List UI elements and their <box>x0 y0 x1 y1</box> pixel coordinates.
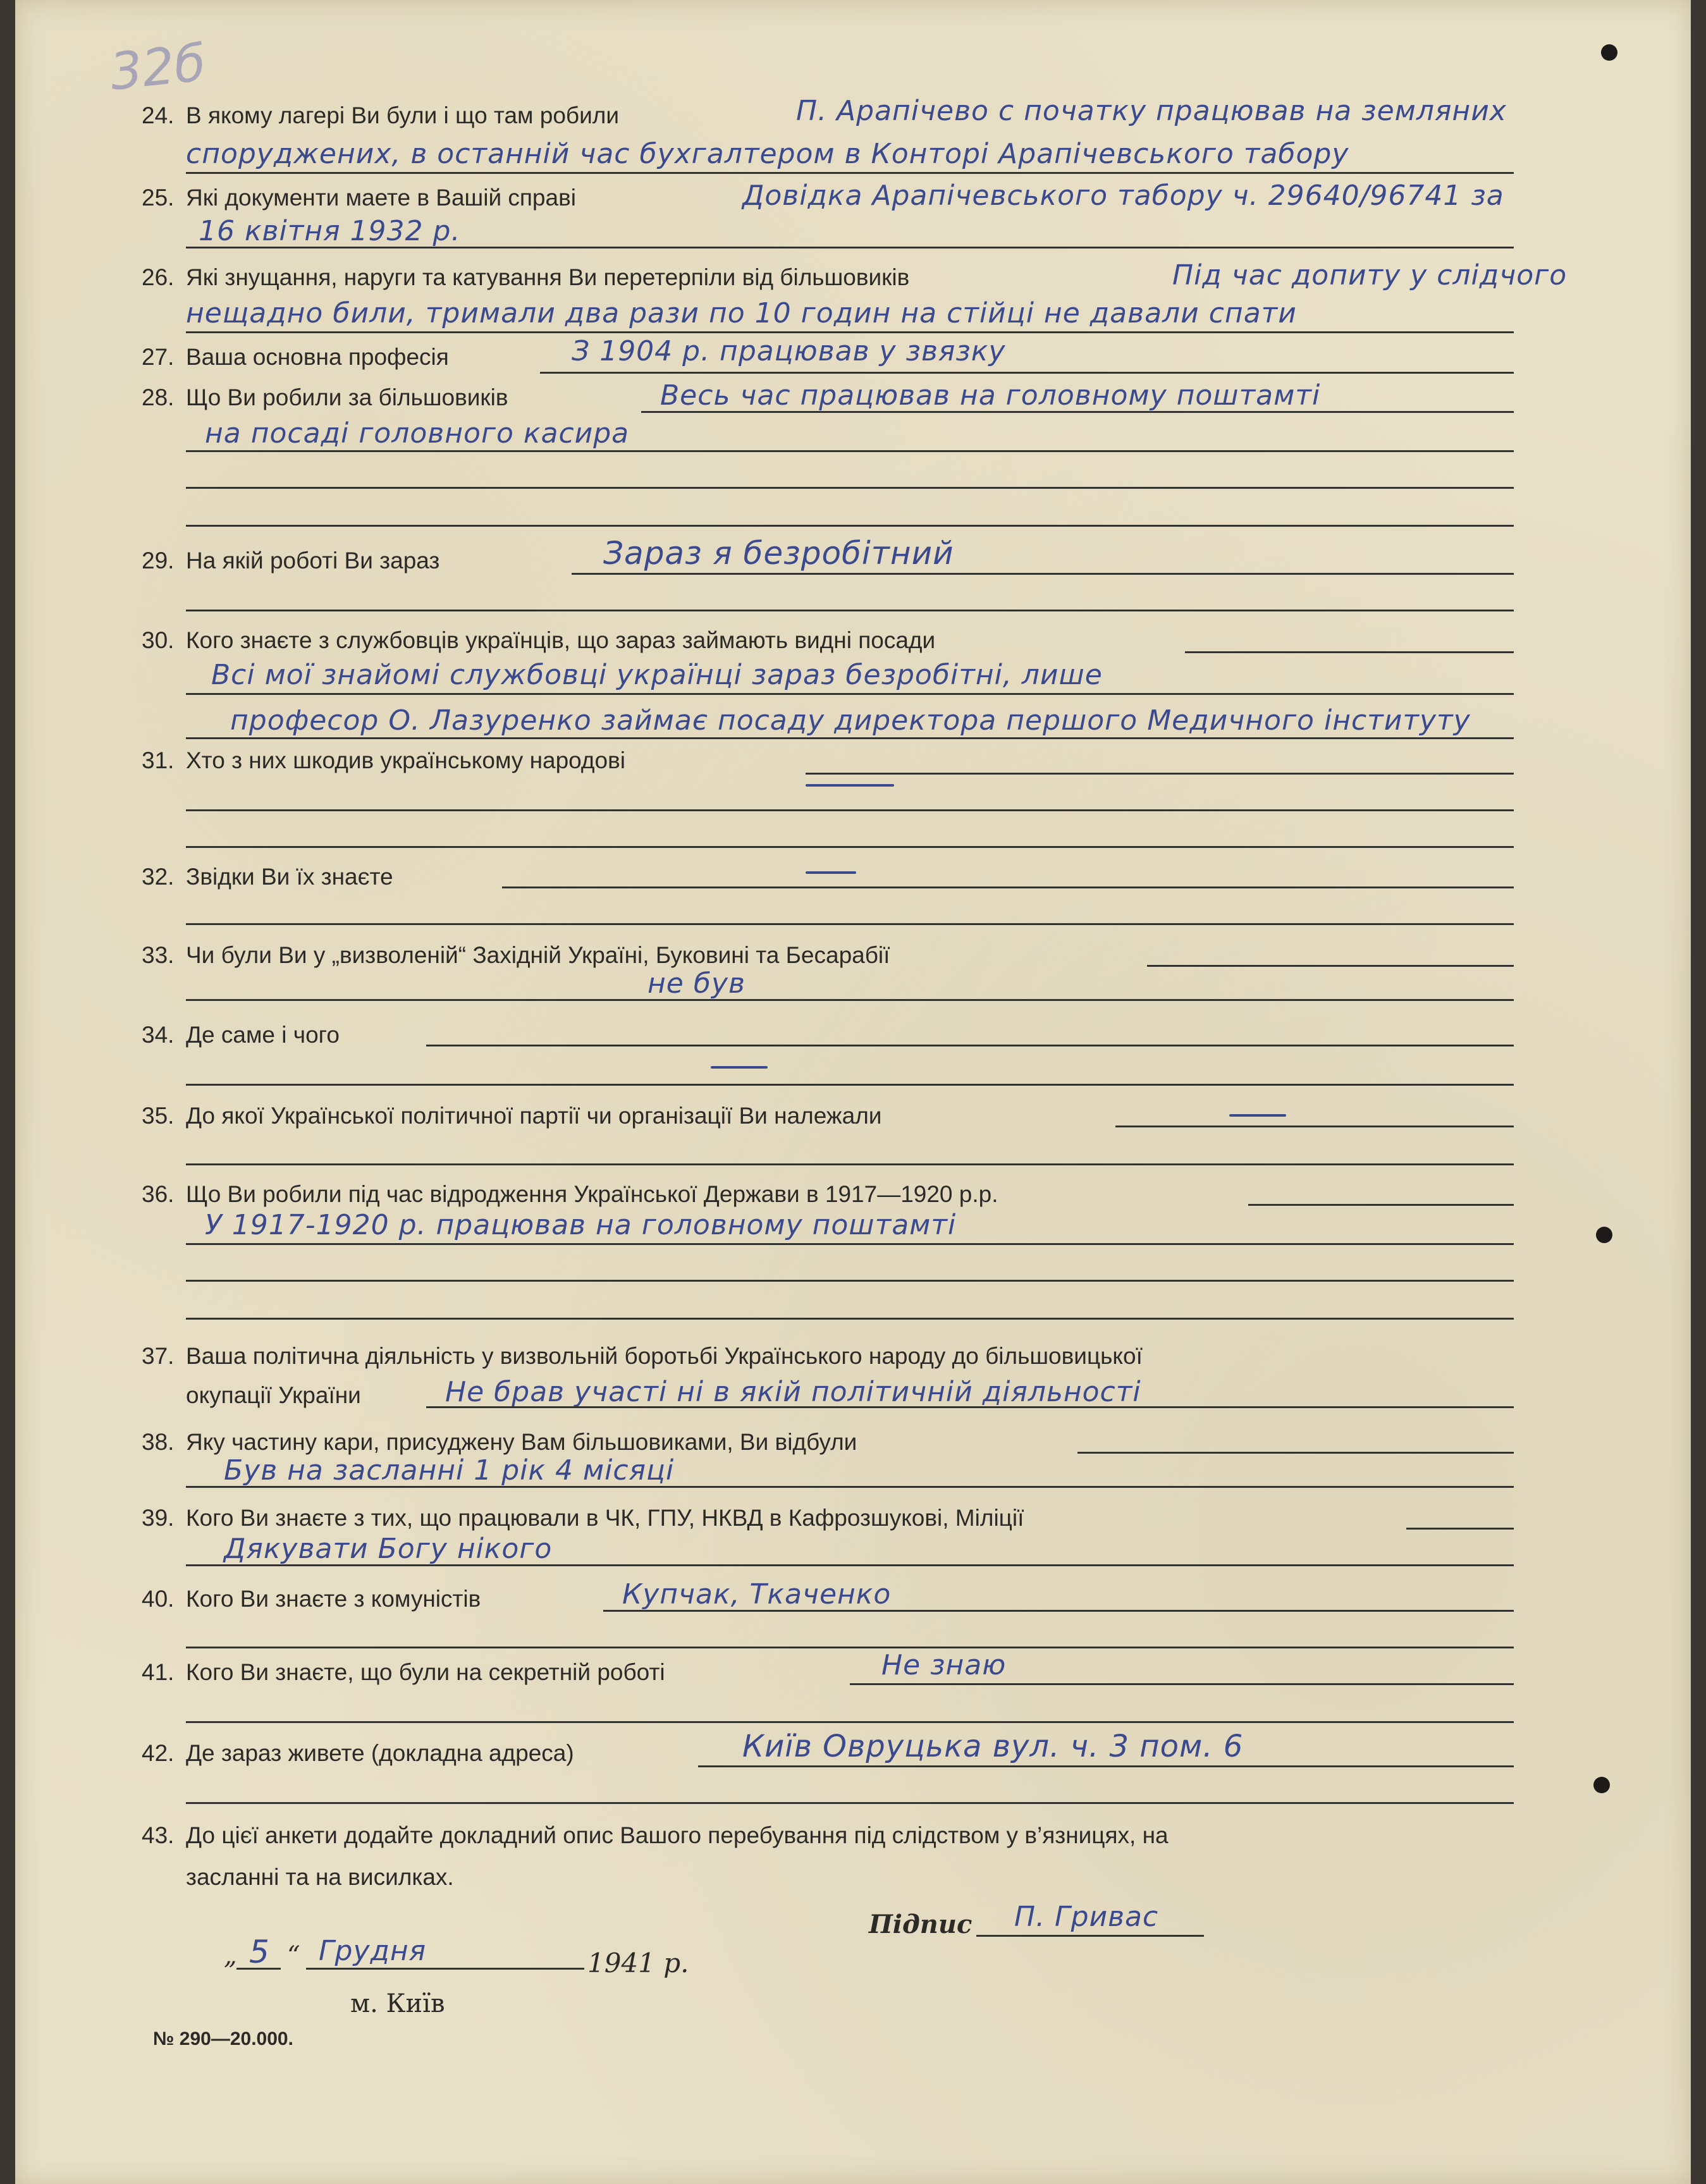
answer-line <box>641 411 1514 413</box>
answer-line <box>186 999 1514 1001</box>
answer-line <box>572 573 1514 575</box>
answer-line <box>186 1243 1514 1245</box>
answer-line <box>540 372 1514 374</box>
question-37: 37. Ваша політична діяльність у визвольній боротьбі Українського народу до більшовицької <box>142 1343 1143 1369</box>
answer-line <box>603 1610 1514 1612</box>
answer-line <box>186 1802 1514 1804</box>
answer-line <box>186 1564 1514 1566</box>
answer-36: У 1917-1920 р. працював на головному поштамті <box>205 1209 957 1241</box>
date-month: Грудня <box>319 1935 427 1967</box>
question-28: 28. Що Ви робили за більшовиків <box>142 384 508 410</box>
answer-line <box>186 846 1514 848</box>
answer-25-line2: 16 квітня 1932 р. <box>199 215 461 247</box>
question-25: 25. Які документи маете в Вашій справі <box>142 185 576 211</box>
question-33: 33. Чи були Ви у „визволеній“ Західній Україні, Буковині та Бесарабії <box>142 942 890 968</box>
question-27: 27. Ваша основна професія <box>142 344 449 370</box>
question-39: 39. Кого Ви знаєте з тих, що працювали в ЧК, ГПУ, НКВД в Кафрозшукові, Міліції <box>142 1505 1024 1531</box>
answer-line <box>502 886 1514 888</box>
date-day-line <box>236 1968 281 1970</box>
question-35: 35. До якої Української політичної партії чи організації Ви належали <box>142 1103 882 1129</box>
question-41: 41. Кого Ви знаєте, що були на секретній роботі <box>142 1659 665 1685</box>
answer-line <box>186 693 1514 695</box>
answer-line <box>186 1486 1514 1488</box>
date-day: 5 <box>249 1934 270 1970</box>
answer-26-line2: нещадно били, тримали два рази по 10 годин на стійці не давали спати <box>186 297 1297 329</box>
answer-40: Купчак, Ткаченко <box>622 1578 892 1610</box>
question-34: 34. Де саме і чого <box>142 1022 340 1048</box>
answer-line <box>186 247 1514 248</box>
question-32: 32. Звідки Ви їх знаєте <box>142 864 393 890</box>
answer-line <box>186 1084 1514 1086</box>
signature-line <box>976 1935 1204 1937</box>
answer-line <box>1115 1126 1514 1127</box>
question-29: 29. На якій роботі Ви зараз <box>142 548 440 574</box>
answer-line <box>186 172 1514 174</box>
answer-line <box>186 525 1514 527</box>
answer-line <box>1077 1452 1514 1454</box>
questionnaire-page <box>15 0 1691 2184</box>
answer-line <box>698 1765 1514 1767</box>
answer-31-dash <box>806 784 894 787</box>
question-24: 24. В якому лагері Ви були і що там робили <box>142 102 620 128</box>
answer-line <box>186 1163 1514 1165</box>
question-26: 26. Які знущання, наруги та катування Ви перетерпіли від більшовиків <box>142 264 910 290</box>
print-code: № 290—20.000. <box>153 2028 293 2049</box>
signature-value: П. Гривас <box>1014 1901 1159 1933</box>
answer-line <box>186 487 1514 489</box>
answer-line <box>1248 1204 1514 1206</box>
answer-41: Не знаю <box>881 1649 1007 1681</box>
answer-line <box>186 610 1514 611</box>
question-36: 36. Що Ви робили під час відродження Української Держави в 1917—1920 р.р. <box>142 1181 998 1207</box>
question-42: 42. Де зараз живете (докладна адреса) <box>142 1740 574 1766</box>
answer-line <box>426 1406 1514 1408</box>
answer-line <box>1406 1528 1514 1530</box>
answer-28-line1: Весь час працював на головному поштамті <box>660 379 1321 412</box>
answer-line <box>186 331 1514 333</box>
date-close-quote: “ <box>287 1941 300 1970</box>
question-31: 31. Хто з них шкодив українському народові <box>142 747 625 773</box>
answer-27: З 1904 р. працював у звязку <box>572 335 1006 367</box>
question-43: 43. До цієї анкети додайте докладний опис Вашого перебування під слідством у в’язницях, на <box>142 1822 1169 1848</box>
answer-42: Київ Овруцька вул. ч. 3 пом. 6 <box>742 1729 1244 1764</box>
answer-38: Був на засланні 1 рік 4 місяці <box>224 1454 675 1487</box>
date-month-line <box>306 1968 584 1970</box>
answer-25-line1: Довідка Арапічевського табору ч. 29640/96741 за <box>742 180 1504 212</box>
signature-label: Підпис <box>869 1910 973 1939</box>
question-40: 40. Кого Ви знаєте з комуністів <box>142 1586 481 1612</box>
answer-24-line1: П. Арапічево с початку працював на земляних <box>796 95 1507 127</box>
answer-line <box>1185 651 1514 653</box>
answer-32-dash <box>806 871 856 874</box>
answer-35-dash <box>1229 1114 1286 1117</box>
answer-line <box>1147 965 1514 967</box>
answer-line <box>806 773 1514 775</box>
answer-line <box>186 450 1514 452</box>
answer-line <box>186 1280 1514 1282</box>
binding-hole <box>1596 1227 1612 1243</box>
answer-26-line1: Під час допиту у слідчого <box>1172 259 1568 291</box>
date-year: 1941 р. <box>587 1948 689 1978</box>
answer-line <box>850 1683 1514 1685</box>
answer-33: не був <box>647 967 746 1000</box>
answer-line <box>186 1318 1514 1320</box>
question-37-cont: окупації України <box>186 1382 361 1408</box>
answer-37: Не брав участі ні в якій політичній діяльності <box>445 1376 1141 1408</box>
binding-hole <box>1601 44 1617 61</box>
question-43-cont: засланні та на висилках. <box>186 1864 454 1890</box>
answer-24-line2: споруджених, в останній час бухгалтером в Конторі Арапічевського табору <box>186 138 1349 170</box>
binding-hole <box>1593 1777 1610 1793</box>
answer-line <box>186 1647 1514 1648</box>
answer-28-line2: на посаді головного касира <box>205 417 630 450</box>
answer-line <box>186 923 1514 925</box>
answer-line <box>426 1045 1514 1046</box>
question-30: 30. Кого знаєте з службовців українців, що зараз займають видні посади <box>142 627 936 653</box>
date-place: м. Київ <box>350 1989 445 2018</box>
question-38: 38. Яку частину кари, присуджену Вам більшовиками, Ви відбули <box>142 1429 857 1455</box>
answer-30-line1: Всі мої знайомі службовці українці зараз безробітні, лише <box>211 659 1103 691</box>
answer-30-line2: професор О. Лазуренко займає посаду директора першого Медичного інституту <box>230 704 1471 737</box>
date-open-quote: „ <box>224 1941 237 1970</box>
answer-39: Дякувати Богу нікого <box>224 1533 553 1565</box>
answer-line <box>186 737 1514 739</box>
answer-34-dash <box>711 1066 768 1069</box>
archive-page-number: 32б <box>107 33 209 102</box>
answer-29: Зараз я безробітний <box>603 535 954 572</box>
answer-line <box>186 809 1514 811</box>
answer-line <box>186 1721 1514 1723</box>
